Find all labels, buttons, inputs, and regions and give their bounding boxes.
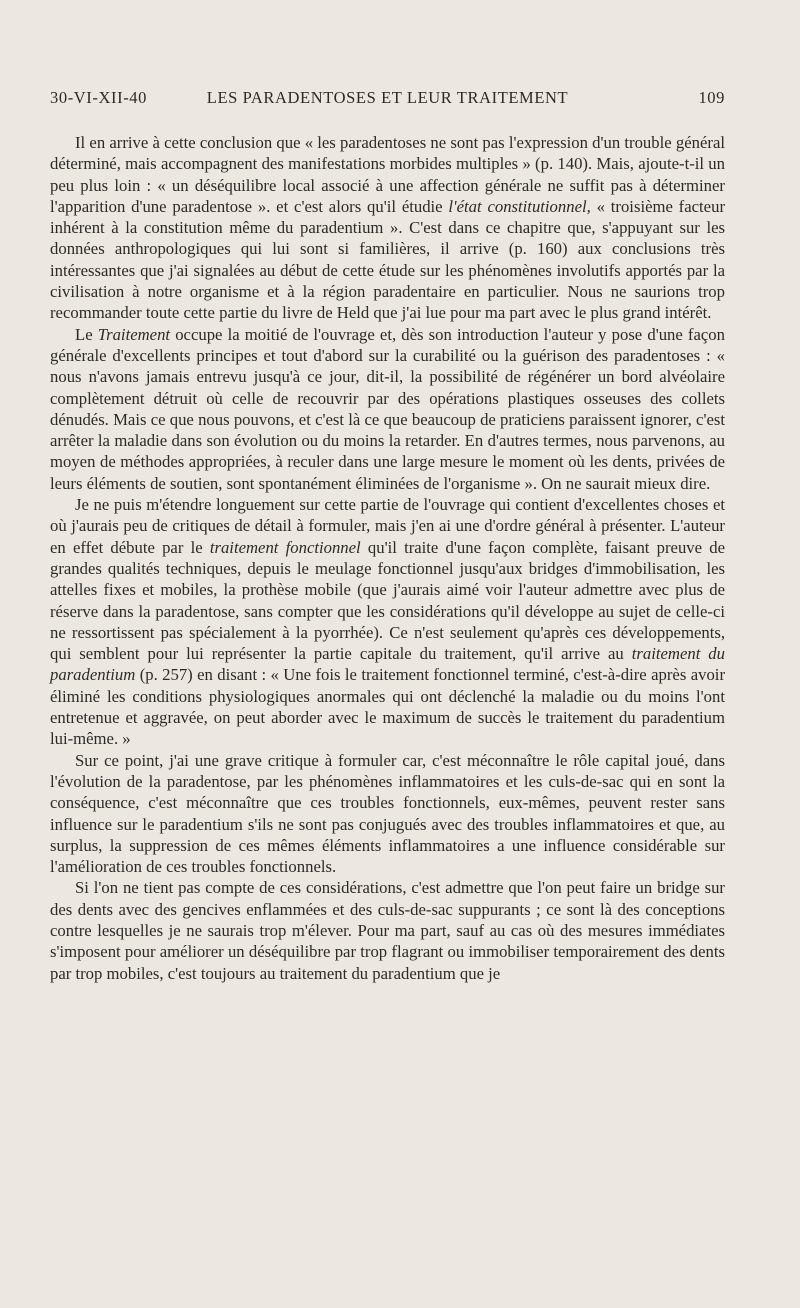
italic-term: traitement fonctionnel <box>209 537 361 557</box>
italic-term: Traitement <box>97 324 171 344</box>
body-text <box>50 132 725 984</box>
paragraph <box>50 324 725 494</box>
paragraph-text: Sur ce point, j'ai une grave critique à formuler car, c'est méconnaître le rôle capital joué, dans l'évolution de la paradentose, par les phénomènes inflammatoires et les culs-de-sac qui en sont la conséquence, c'est méconnaître que ces troubles fonctionnels, eux-mêmes, peuvent rester sans influence sur le paradentium s'ils ne sont pas conjugués avec des troubles inflammatoires et que, au surplus, la suppression de ces mêmes éléments inflammatoires a une influence considérable sur l'amélioration de ces troubles fonctionnels. <box>50 750 725 877</box>
paragraph-text: Je ne puis m'étendre longuement sur cette partie de l'ouvrage qui contient d'excellentes choses et où j'aurais peu de critiques de détail à formuler, mais j'en ai une d'ordre général à présenter. L'auteur en effet débute par le <box>50 495 725 557</box>
page-number: 109 <box>698 88 725 107</box>
paragraph-text: Si l'on ne tient pas compte de ces considérations, c'est admettre que l'on peut faire un bridge sur des dents avec des gencives enflammées et des culs-de-sac suppurants ; ce sont là des conceptions contre lesquelles je ne saurais trop m'élever. Pour ma part, sauf au cas où des mesures immédiates s'imposent pour améliorer un déséquilibre par trop flagrant ou immobiliser temporairement des dents par trop mobiles, c'est toujours au traitement du paradentium que je <box>50 878 725 983</box>
header-title: LES PARADENTOSES ET LEUR TRAITEMENT <box>206 88 569 107</box>
paragraph-text: qu'il traite d'une façon complète, faisant preuve de grandes qualités techniques, depuis le meulage fonctionnel jusqu'aux bridges d'immobilisation, les attelles fixes et mobiles, la prothèse mobile (que j'aurais aimé voir l'auteur admettre avec plus de réserve dans la paradentose, sans compter que les considérations qu'il développe au sujet de celle-ci ne ressortissent pas spécialement à la pyorrhée). Ce n'est seulement qu'après ces développements, qui semblent pour lui représenter la partie capitale du traitement, qu'il arrive au <box>50 537 725 664</box>
header-date: 30-VI-XII-40 <box>50 88 147 107</box>
paragraph-text: Le <box>75 324 98 344</box>
paragraph-text: (p. 257) en disant : « Une fois le traitement fonctionnel terminé, c'est-à-dire après avoir éliminé les conditions physiologiques anormales qui ont déclenché la maladie ou du moins l'ont entretenue et aggravée, on peut aborder avec le maximum de succès le traitement du paradentium lui-même. » <box>50 665 725 749</box>
paragraph <box>50 750 725 878</box>
paragraph <box>50 877 725 983</box>
paragraph-text: Il en arrive à cette conclusion que « les paradentoses ne sont pas l'expression d'un trouble général déterminé, mais accompagnent des manifestations morbides multiples » (p. 140). Mais, ajoute-t-il un peu plus loin : « un déséquilibre local associé à une affection générale ne suffit pas à déterminer l'apparition d'une paradentose ». et c'est alors qu'il étudie <box>50 133 725 216</box>
paragraph-text: « troisième facteur inhérent à la constitution même du paradentium ». C'est dans ce chapitre que, s'appuyant sur les données anthropologiques qui lui sont si familières, il arrive (p. 160) aux conclusions très intéressantes que j'ai signalées au début de cette étude sur les phénomènes involutifs apportés par la civilisation à notre organisme et à la région paradentaire en particulier. Nous ne saurions trop recommander toute cette partie du livre de Held que j'ai lue pour ma part avec le plus grand intérêt. <box>50 196 725 323</box>
running-head <box>50 88 725 114</box>
italic-term: traitement du paradentium <box>50 644 725 685</box>
italic-term: l'état constitutionnel, <box>448 196 591 216</box>
paragraph <box>50 132 725 324</box>
paragraph <box>50 494 725 750</box>
paragraph-text: occupe la moitié de l'ouvrage et, dès son introduction l'auteur y pose d'une façon générale d'excellents principes et tout d'abord sur la curabilité ou la guérison des paradentoses : « nous n'avons jamais entrevu jusqu'à ce jour, dit-il, la possibilité de régénérer un bord alvéolaire complètement détruit où celle de recouvrir par des opérations plastiques osseuses des collets dénudés. Mais ce que nous pouvons, et c'est là ce que beaucoup de praticiens paraissent ignorer, c'est arrêter la maladie dans son évolution ou du moins la retarder. En d'autres termes, nous parvenons, au moyen de méthodes appropriées, à reculer dans une large mesure le moment où les dents, privées de leurs éléments de soutien, sont spontanément éliminées de l'organisme ». On ne saurait mieux dire. <box>50 324 725 493</box>
